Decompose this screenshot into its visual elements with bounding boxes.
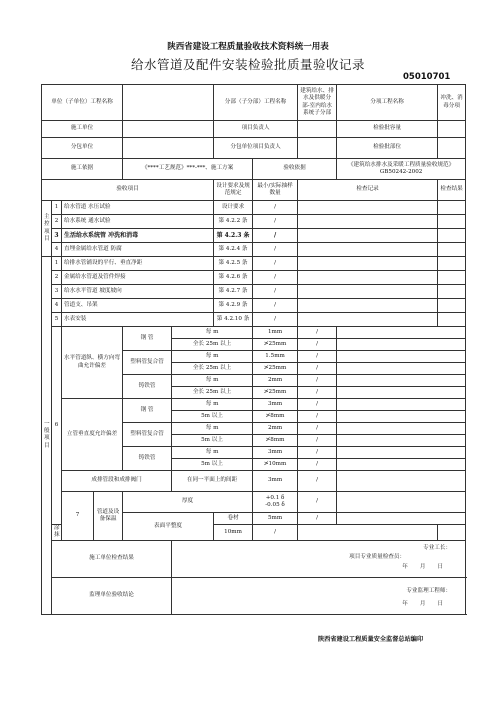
sample: / <box>298 375 337 387</box>
table-row-result[interactable] <box>438 257 466 271</box>
inspection-table <box>41 84 466 615</box>
cond: 5m 以上 <box>172 459 253 471</box>
limit: 1mm <box>253 327 298 339</box>
supervisor-signature[interactable] <box>172 577 466 614</box>
limit: ≯10mm <box>253 459 298 471</box>
valve-row-label: 成排管段和成排阀门 <box>62 471 172 492</box>
table-row-sample: / <box>253 229 298 243</box>
table-row-name: 给排水管铺设的平行、垂直净距 <box>62 257 214 271</box>
table-row-result[interactable] <box>438 299 466 313</box>
valve-limit: 3mm <box>253 471 298 492</box>
col-sample: 最小/实际抽样数量 <box>253 180 298 201</box>
record[interactable] <box>337 513 466 525</box>
cast-pipe-label: 铸铁管 <box>123 375 172 399</box>
cond: 5m 以上 <box>172 411 253 423</box>
cond: 5m 以上 <box>172 435 253 447</box>
record[interactable] <box>337 327 466 339</box>
table-row-record[interactable] <box>298 271 438 285</box>
cond: 每 m <box>172 447 253 459</box>
table-row-spec: 第 4.2.4 条 <box>214 243 253 257</box>
limit: 2mm <box>253 375 298 387</box>
table-row-record[interactable] <box>298 229 438 243</box>
thickness-limit <box>253 492 298 513</box>
limit: ≯25mm <box>253 339 298 351</box>
roll-label: 卷材 <box>214 513 253 525</box>
insulation-label: 管道及设备保温 <box>94 492 123 541</box>
table-row-record[interactable] <box>298 299 438 313</box>
table-row-record[interactable] <box>298 313 438 327</box>
limit: 2mm <box>253 423 298 435</box>
thickness-label: 厚度 <box>123 492 253 513</box>
basis-value: 《****工艺规范》***-***、施工方案 <box>123 159 253 180</box>
col-item: 验收项目 <box>42 180 214 201</box>
part-value[interactable] <box>438 138 466 159</box>
vertical-deviation-label: 立管垂直度允许偏差 <box>62 399 123 471</box>
col-spec: 设计要求及规范规定 <box>214 180 253 201</box>
contractor-result-label: 施工单位检查结果 <box>52 540 172 577</box>
record[interactable] <box>337 375 466 387</box>
table-row-no: 4 <box>52 243 62 257</box>
sample: / <box>298 339 337 351</box>
capacity-label: 检验批容量 <box>337 121 438 138</box>
table-row-no: 1 <box>52 257 62 271</box>
record[interactable] <box>337 459 466 471</box>
main-group-label: 主控项目 <box>42 201 52 257</box>
table-row-record[interactable] <box>298 243 438 257</box>
sub-pm-label: 分包单位项目负责人 <box>214 138 298 159</box>
table-row-result[interactable] <box>438 201 466 215</box>
item7-no: 7 <box>62 492 94 541</box>
foreman-label: 专业工长： <box>423 544 452 551</box>
table-row-spec: 第 4.2.2 条 <box>214 215 253 229</box>
basis-label: 施工依据 <box>42 159 123 180</box>
table-row-record[interactable] <box>298 201 438 215</box>
subcontractor-label: 分包单位 <box>42 138 123 159</box>
part-label: 检验批部位 <box>337 138 438 159</box>
sample: / <box>298 387 337 399</box>
item6-no: 6 <box>52 327 62 525</box>
table-row-no: 3 <box>52 229 62 243</box>
capacity-value[interactable] <box>438 121 466 138</box>
sample: / <box>298 459 337 471</box>
table-row-no: 3 <box>52 285 62 299</box>
limit: 3mm <box>253 399 298 411</box>
table-row-name: 生活给水系统管 冲洗和消毒 <box>62 229 214 243</box>
unit-value[interactable] <box>123 85 214 121</box>
table-row-sample: / <box>253 285 298 299</box>
record[interactable] <box>337 492 466 513</box>
record[interactable] <box>337 399 466 411</box>
table-row-no: 2 <box>52 271 62 285</box>
col-record: 检查记录 <box>298 180 438 201</box>
date-label: 年月日 <box>402 563 456 570</box>
steel-pipe-label: 钢 管 <box>123 327 172 351</box>
table-row-sample: / <box>253 257 298 271</box>
contractor-value[interactable] <box>123 121 214 138</box>
table-row-name: 给水管道 水压试验 <box>62 201 214 215</box>
sample: / <box>298 351 337 363</box>
sub-pm-value[interactable] <box>298 138 337 159</box>
table-row-spec: 第 4.2.9 条 <box>214 299 253 313</box>
limit: ≯25mm <box>253 363 298 375</box>
page-title: 给水管道及配件安装检验批质量验收记录 <box>130 57 365 72</box>
sample: / <box>298 435 337 447</box>
result[interactable] <box>438 525 466 541</box>
form-code: 05010701 <box>403 72 451 82</box>
item-value: 冲洗、消毒分项 <box>438 85 466 121</box>
accept-label: 验收依据 <box>253 159 337 180</box>
record[interactable] <box>337 471 466 492</box>
valve-cond: 在同一平面上的间距 <box>172 471 253 492</box>
table-row-result[interactable] <box>438 285 466 299</box>
sample: / <box>298 447 337 459</box>
subcontractor-value[interactable] <box>123 138 214 159</box>
sub-label: 分部（子分部）工程名称 <box>214 85 298 121</box>
limit: 3mm <box>253 447 298 459</box>
cond: 每 m <box>172 327 253 339</box>
thickness-lower: -0.05 δ <box>265 502 285 508</box>
steel-pipe-label: 钢 管 <box>123 399 172 423</box>
table-row-sample: / <box>253 201 298 215</box>
table-row-spec: 第 4.2.7 条 <box>214 285 253 299</box>
record[interactable] <box>337 351 466 363</box>
flatness-label: 表面平整度 <box>123 513 214 541</box>
table-row-no: 4 <box>52 299 62 313</box>
plastic-pipe-label: 塑料管复合管 <box>123 423 172 447</box>
date-label-2: 年月日 <box>402 600 456 607</box>
sample: / <box>298 363 337 375</box>
table-row-record[interactable] <box>298 285 438 299</box>
limit: ≯25mm <box>253 387 298 399</box>
cast-pipe-label: 铸铁管 <box>123 447 172 471</box>
cond: 每 m <box>172 375 253 387</box>
table-row-record[interactable] <box>298 257 438 271</box>
engineer-label: 专业监理工程师： <box>406 587 452 594</box>
sample: / <box>298 399 337 411</box>
limit: 1.5mm <box>253 351 298 363</box>
inspector-label: 项目专业质量检查员： <box>349 553 406 560</box>
supervisor-result-label: 监理单位验收结论 <box>52 577 172 614</box>
record[interactable] <box>337 447 466 459</box>
form-series-title: 陕西省建设工程质量验收技术资料统一用表 <box>167 42 329 52</box>
table-row-result[interactable] <box>438 215 466 229</box>
record[interactable] <box>337 339 466 351</box>
record[interactable] <box>337 411 466 423</box>
item-label: 分项工程名称 <box>337 85 438 121</box>
pm-value[interactable] <box>298 121 337 138</box>
table-row-spec: 第 4.2.3 条 <box>214 229 253 243</box>
table-row-name: 给水水平管道 坡度坡向 <box>62 285 214 299</box>
table-row-no: 2 <box>52 215 62 229</box>
record[interactable] <box>337 435 466 447</box>
col-result: 检查结果 <box>438 180 466 201</box>
table-row-name: 给水系统 通水试验 <box>62 215 214 229</box>
cond: 每 m <box>172 351 253 363</box>
record[interactable] <box>337 387 466 399</box>
cond: 全长 25m 以上 <box>172 387 253 399</box>
contractor-label: 施工单位 <box>42 121 123 138</box>
sample: / <box>298 471 337 492</box>
table-row-name: 直埋金属给水管道 防腐 <box>62 243 214 257</box>
table-row-name: 水表安装 <box>62 313 214 327</box>
table-row-spec: 第 4.2.10 条 <box>214 313 253 327</box>
sample: / <box>298 492 337 513</box>
table-row-spec: 设计要求 <box>214 201 253 215</box>
footer-publisher: 陕西省建设工程质量安全监督总站编印 <box>318 636 424 643</box>
limit: ≯8mm <box>253 435 298 447</box>
table-row-record[interactable] <box>298 215 438 229</box>
limit: ≯8mm <box>253 411 298 423</box>
plastic-pipe-label: 塑料管复合管 <box>123 351 172 375</box>
sub-value: 建筑给水、排水及供暖分部-室内给水系统子分部 <box>298 85 337 121</box>
record[interactable] <box>298 525 438 541</box>
thickness-upper: +0.1 δ <box>265 494 285 501</box>
table-row-sample: / <box>253 215 298 229</box>
pm-label: 项目负责人 <box>214 121 298 138</box>
table-row-result[interactable] <box>438 243 466 257</box>
table-row-sample: / <box>253 299 298 313</box>
roll-limit: 5mm <box>253 513 298 525</box>
contractor-signature[interactable] <box>172 540 466 577</box>
sample: / <box>298 423 337 435</box>
table-row-name: 管道支、吊架 <box>62 299 214 313</box>
cond: 每 m <box>172 423 253 435</box>
table-row-spec: 第 4.2.6 条 <box>214 271 253 285</box>
accept-value: 《建筑给水排水及采暖工程质量验收规范》GB50242-2002 <box>337 159 466 180</box>
table-row-sample: / <box>253 243 298 257</box>
table-row-result[interactable] <box>438 271 466 285</box>
sample: / <box>298 327 337 339</box>
sample: / <box>298 411 337 423</box>
table-row-result[interactable] <box>438 313 466 327</box>
sample: / <box>253 525 298 541</box>
table-row-no: 5 <box>52 313 62 327</box>
record[interactable] <box>337 423 466 435</box>
cond: 全长 25m 以上 <box>172 339 253 351</box>
sample: / <box>298 513 337 525</box>
record[interactable] <box>337 363 466 375</box>
table-row-sample: / <box>253 271 298 285</box>
cond: 每 m <box>172 399 253 411</box>
paint-limit: 10mm <box>214 525 253 541</box>
cond: 全长 25m 以上 <box>172 363 253 375</box>
horizontal-deviation-label: 水平管道纵、横方向弯曲允许偏差 <box>62 327 123 399</box>
general-group-label: 一般项目 <box>42 257 52 615</box>
paint-label: 涂抹 <box>52 525 62 541</box>
table-row-name: 金属给水管道及管件焊接 <box>62 271 214 285</box>
table-row-no: 1 <box>52 201 62 215</box>
table-row-result[interactable] <box>438 229 466 243</box>
table-row-sample: / <box>253 313 298 327</box>
unit-label: 单位（子单位）工程名称 <box>42 85 123 121</box>
table-row-spec: 第 4.2.5 条 <box>214 257 253 271</box>
